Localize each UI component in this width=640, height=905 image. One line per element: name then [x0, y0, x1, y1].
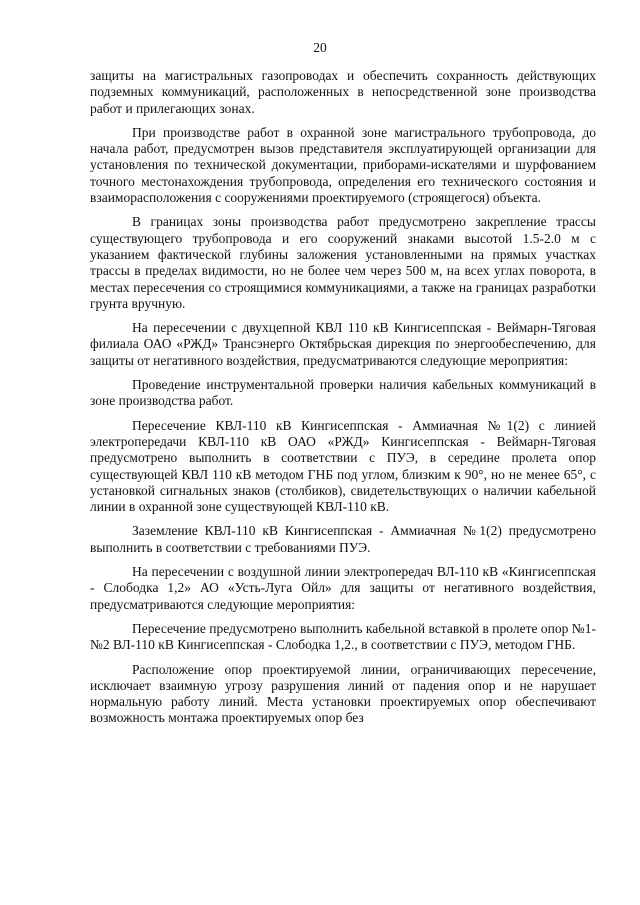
paragraph: Расположение опор проектируемой линии, ограничивающих пересечение, исключает взаимную угрозу разрушения линий от падения опор и не нарушает нормальную работу линий. Места установки проектируемых опор обеспечивают возможность монтажа проектируемых опор без — [90, 661, 596, 726]
paragraph: Заземление КВЛ-110 кВ Кингисеппская - Аммиачная №1(2) предусмотрено выполнить в соответствии с требованиями ПУЭ. — [90, 523, 596, 555]
paragraph: защиты на магистральных газопроводах и обеспечить сохранность действующих подземных коммуникаций, расположенных в непосредственной зоне производства работ и прилегающих зонах. — [90, 68, 596, 116]
paragraph: В границах зоны производства работ предусмотрено закрепление трассы существующего трубопровода и его сооружений знаками высотой 1.5-2.0 м с указанием фактической глубины заложения установленными на прямых участках трассы в пределах видимости, но не более чем через 500 м, на всех углах поворота, в местах пересечения со строящимися коммуникациями, а также на границах разработки грунта вручную. — [90, 214, 596, 311]
paragraph: При производстве работ в охранной зоне магистрального трубопровода, до начала работ, предусмотрен вызов представителя эксплуатирующей организации для установления по технической документации, приборами-искателями и шурфованием точного местонахождения трубопровода, определения его технического состояния и взаиморасположения с сооружениями проектируемого (строящегося) объекта. — [90, 124, 596, 206]
document-body — [90, 68, 596, 735]
paragraph: На пересечении с воздушной линии электропередач ВЛ-110 кВ «Кингисеппская - Слободка 1,2» АО «Усть-Луга Ойл» для защиты от негативного воздействия, предусматриваются следующие мероприятия: — [90, 564, 596, 612]
paragraph: Пересечение предусмотрено выполнить кабельной вставкой в пролете опор №1- №2 ВЛ-110 кВ Кингисеппская - Слободка 1,2., в соответствии с ПУЭ, методом ГНБ. — [90, 620, 596, 653]
paragraph: Пересечение КВЛ-110 кВ Кингисеппская - Аммиачная №1(2) с линией электропередачи КВЛ-110 кВ ОАО «РЖД» Кингисеппская - Веймарн-Тяговая предусмотрено выполнить в соответствии с ПУЭ, в середине пролета опор существующей КВЛ 110 кВ методом ГНБ под углом, близким к 90°, но не менее 65°, с установкой сигнальных знаков (столбиков), свидетельствующих о наличии кабельной линии в охранной зоне существующей КВЛ-110 кВ. — [90, 417, 596, 515]
page-number: 20 — [313, 40, 327, 55]
paragraph: Проведение инструментальной проверки наличия кабельных коммуникаций в зоне производства работ. — [90, 377, 596, 409]
paragraph: На пересечении с двухцепной КВЛ 110 кВ Кингисеппская - Веймарн-Тяговая филиала ОАО «РЖД» Трансэнерго Октябрьская дирекция по энергообеспечению, для защиты от негативного воздействия, предусматриваются следующие мероприятия: — [90, 320, 596, 368]
